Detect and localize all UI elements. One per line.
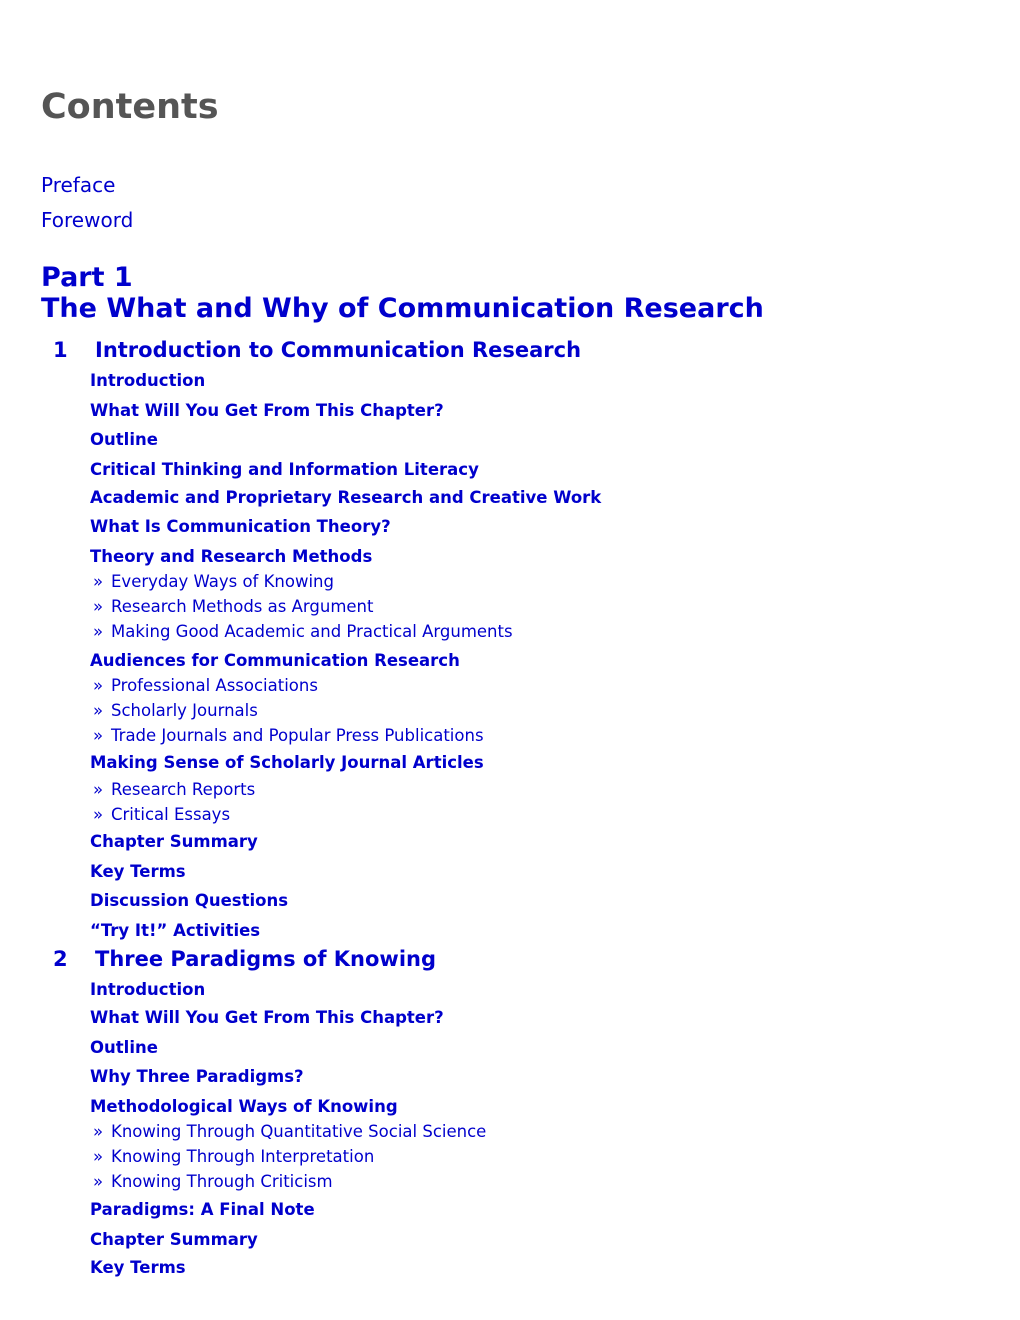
toc-link-preface[interactable]: Preface bbox=[41, 173, 116, 197]
toc-chapter-2[interactable] bbox=[53, 946, 436, 972]
subsection-title: Research Methods as Argument bbox=[111, 597, 374, 616]
subsection-title: Scholarly Journals bbox=[111, 701, 258, 720]
subsection-title: Trade Journals and Popular Press Publications bbox=[111, 726, 484, 745]
subsection-bullet: » bbox=[93, 701, 104, 720]
chapter-title: Introduction to Communication Research bbox=[95, 338, 582, 362]
subsection-bullet: » bbox=[93, 1172, 104, 1191]
toc-subsection[interactable] bbox=[93, 675, 318, 697]
subsection-bullet: » bbox=[93, 597, 104, 616]
toc-section[interactable]: Key Terms bbox=[90, 862, 186, 881]
chapter-number: 1 bbox=[53, 338, 68, 362]
subsection-bullet: » bbox=[93, 805, 104, 824]
toc-section[interactable]: Critical Thinking and Information Literacy bbox=[90, 460, 479, 479]
chapter-title: Three Paradigms of Knowing bbox=[95, 947, 437, 971]
subsection-title: Knowing Through Criticism bbox=[111, 1172, 333, 1191]
toc-subsection[interactable] bbox=[93, 1146, 374, 1168]
subsection-bullet: » bbox=[93, 1122, 104, 1141]
toc-section[interactable]: Theory and Research Methods bbox=[90, 547, 373, 566]
toc-section[interactable]: Why Three Paradigms? bbox=[90, 1067, 304, 1086]
toc-section[interactable]: Introduction bbox=[90, 371, 206, 390]
toc-subsection[interactable] bbox=[93, 1121, 486, 1143]
page-title: Contents bbox=[41, 87, 219, 127]
toc-section[interactable]: What Is Communication Theory? bbox=[90, 517, 391, 536]
subsection-title: Making Good Academic and Practical Arguments bbox=[111, 622, 513, 641]
toc-subsection[interactable] bbox=[93, 571, 334, 593]
toc-section[interactable]: Academic and Proprietary Research and Creative Work bbox=[90, 488, 602, 507]
subsection-title: Research Reports bbox=[111, 780, 256, 799]
toc-subsection[interactable] bbox=[93, 1171, 333, 1193]
toc-section[interactable]: Paradigms: A Final Note bbox=[90, 1200, 315, 1219]
subsection-bullet: » bbox=[93, 622, 104, 641]
subsection-title: Knowing Through Quantitative Social Science bbox=[111, 1122, 487, 1141]
subsection-bullet: » bbox=[93, 780, 104, 799]
toc-subsection[interactable] bbox=[93, 725, 484, 747]
toc-section[interactable]: What Will You Get From This Chapter? bbox=[90, 1008, 444, 1027]
toc-link-foreword[interactable]: Foreword bbox=[41, 208, 134, 232]
subsection-title: Knowing Through Interpretation bbox=[111, 1147, 375, 1166]
toc-section[interactable]: Chapter Summary bbox=[90, 832, 258, 851]
toc-subsection[interactable] bbox=[93, 596, 373, 618]
toc-subsection[interactable] bbox=[93, 779, 255, 801]
toc-section[interactable]: Chapter Summary bbox=[90, 1230, 258, 1249]
toc-subsection[interactable] bbox=[93, 700, 258, 722]
toc-section[interactable]: “Try It!” Activities bbox=[90, 921, 261, 940]
subsection-title: Professional Associations bbox=[111, 676, 318, 695]
subsection-bullet: » bbox=[93, 572, 104, 591]
toc-section[interactable]: What Will You Get From This Chapter? bbox=[90, 401, 444, 420]
subsection-bullet: » bbox=[93, 1147, 104, 1166]
toc-subsection[interactable] bbox=[93, 621, 513, 643]
toc-subsection[interactable] bbox=[93, 804, 230, 826]
toc-section[interactable]: Methodological Ways of Knowing bbox=[90, 1097, 398, 1116]
toc-section[interactable]: Audiences for Communication Research bbox=[90, 651, 460, 670]
part-title: The What and Why of Communication Research bbox=[41, 293, 764, 324]
subsection-title: Critical Essays bbox=[111, 805, 231, 824]
toc-section[interactable]: Outline bbox=[90, 1038, 158, 1057]
toc-section[interactable]: Key Terms bbox=[90, 1258, 186, 1277]
subsection-bullet: » bbox=[93, 726, 104, 745]
toc-section[interactable]: Discussion Questions bbox=[90, 891, 289, 910]
part-label: Part 1 bbox=[41, 262, 133, 293]
toc-section[interactable]: Introduction bbox=[90, 980, 206, 999]
toc-section[interactable]: Outline bbox=[90, 430, 158, 449]
subsection-title: Everyday Ways of Knowing bbox=[111, 572, 334, 591]
chapter-number: 2 bbox=[53, 947, 68, 971]
toc-chapter-1[interactable] bbox=[53, 337, 581, 363]
toc-section[interactable]: Making Sense of Scholarly Journal Articles bbox=[90, 753, 484, 772]
subsection-bullet: » bbox=[93, 676, 104, 695]
